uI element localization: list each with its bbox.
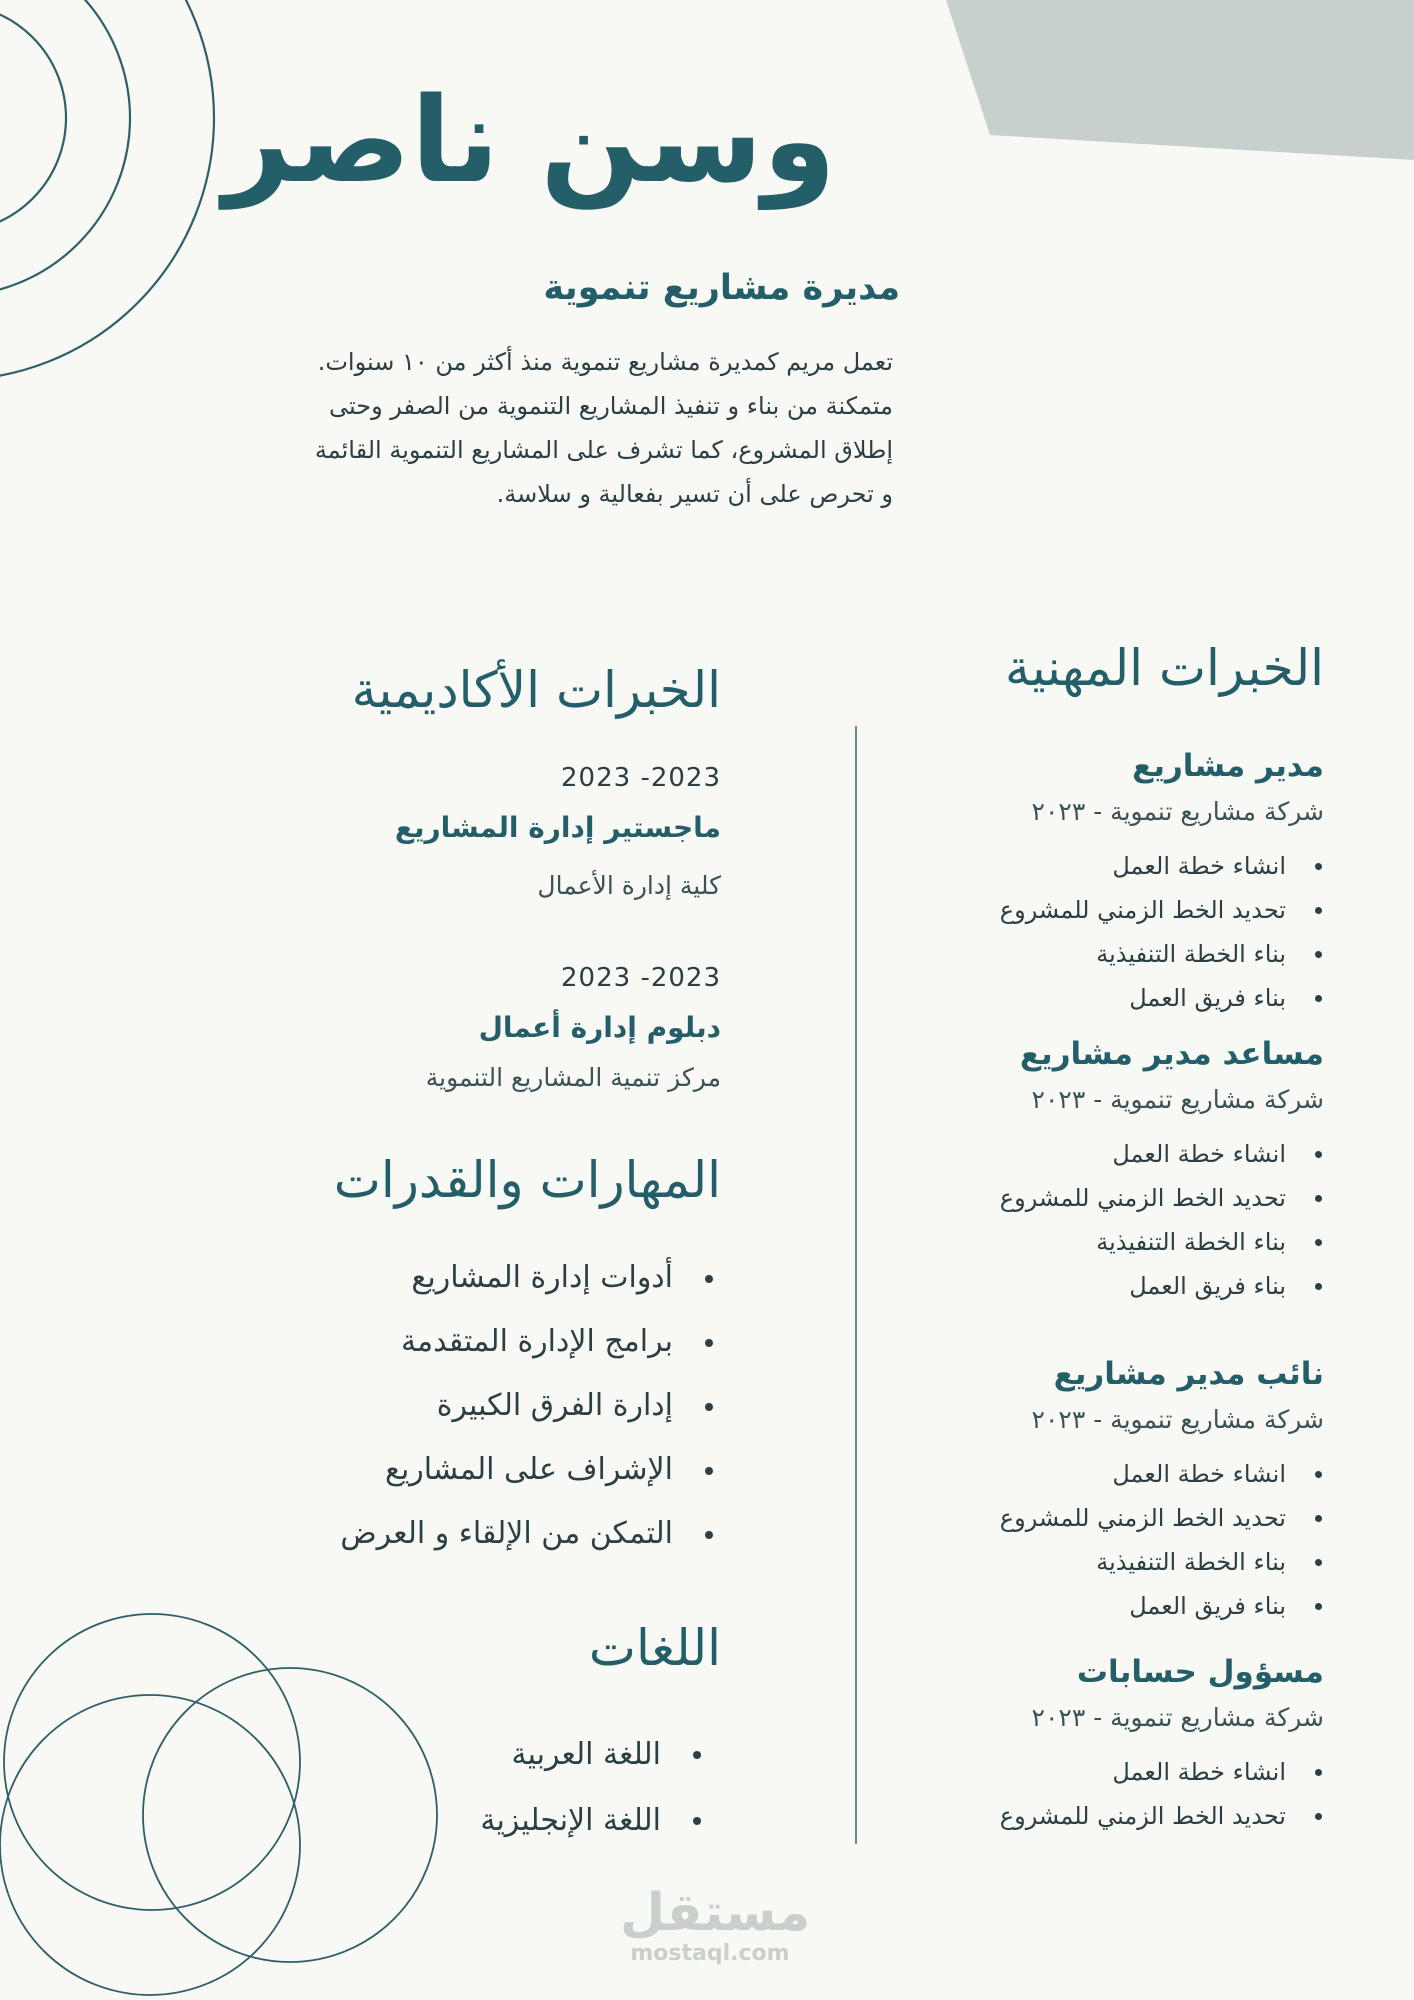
skills-title: المهارات والقدرات [333,1151,721,1209]
education-date: 2023 -2023 [561,763,721,793]
list-item: تحديد الخط الزمني للمشروع [924,1496,1286,1540]
experience-title: الخبرات المهنية [1005,639,1324,697]
education-entry [161,958,721,1100]
arc-inner [0,4,66,232]
education-degree: ماجستير إدارة المشاريع [394,811,721,844]
list-item: الإشراف على المشاريع [161,1438,673,1502]
watermark-url: mostaql.com [630,1941,790,1966]
job-company: شركة مشاريع تنموية - ٢٠٢٣ [1031,1405,1324,1434]
job-entry [924,1650,1324,1838]
summary [253,340,893,516]
summary-line: إطلاق المشروع، كما تشرف على المشاريع التنموية القائمة [314,436,893,464]
corner-shape [946,0,1414,160]
job-company: شركة مشاريع تنموية - ٢٠٢٣ [1031,797,1324,826]
job-tasks [924,1750,1324,1838]
skills-section [161,1150,721,1566]
job-entry [924,1352,1324,1628]
education-school: مركز تنمية المشاريع التنموية [425,1063,721,1092]
list-item: بناء الخطة التنفيذية [924,932,1286,976]
education-school: كلية إدارة الأعمال [537,871,721,900]
list-item: تحديد الخط الزمني للمشروع [924,1176,1286,1220]
left-column [161,660,721,1854]
experience-section [924,638,1324,1838]
list-item: تحديد الخط الزمني للمشروع [924,1794,1286,1838]
languages-title: اللغات [588,1619,721,1677]
job-title: مديرة مشاريع تنموية [543,268,900,308]
list-item: برامج الإدارة المتقدمة [161,1310,673,1374]
job-role: مساعد مدير مشاريع [1019,1036,1324,1072]
languages-list [161,1722,721,1854]
job-role: نائب مدير مشاريع [1053,1356,1324,1392]
list-item: تحديد الخط الزمني للمشروع [924,888,1286,932]
watermark [620,1883,811,1967]
summary-line: متمكنة من بناء و تنفيذ المشاريع التنموية من الصفر وحتى [328,392,893,420]
arc-middle [0,0,130,296]
job-company: شركة مشاريع تنموية - ٢٠٢٣ [1031,1703,1324,1732]
list-item: بناء الخطة التنفيذية [924,1540,1286,1584]
list-item: انشاء خطة العمل [924,1750,1286,1794]
list-item: اللغة الإنجليزية [161,1788,661,1854]
watermark-logo: مستقل [620,1883,811,1943]
job-company: شركة مشاريع تنموية - ٢٠٢٣ [1031,1085,1324,1114]
list-item: بناء فريق العمل [924,976,1286,1020]
list-item: بناء الخطة التنفيذية [924,1220,1286,1264]
job-role: مدير مشاريع [1132,748,1324,784]
list-item: أدوات إدارة المشاريع [161,1246,673,1310]
job-entry [924,744,1324,1020]
job-tasks [924,844,1324,1020]
education-date: 2023 -2023 [561,963,721,993]
summary-line: و تحرص على أن تسير بفعالية و سلاسة. [496,480,893,508]
job-tasks [924,1452,1324,1628]
list-item: التمكن من الإلقاء و العرض [161,1502,673,1566]
list-item: اللغة العربية [161,1722,661,1788]
academic-section [161,660,721,1100]
education-entry [161,758,721,908]
education-degree: دبلوم إدارة أعمال [478,1011,721,1044]
list-item: انشاء خطة العمل [924,1452,1286,1496]
list-item: انشاء خطة العمل [924,1132,1286,1176]
job-role: مسؤول حسابات [1076,1654,1324,1690]
skills-list [161,1246,721,1566]
job-entry [924,1032,1324,1308]
column-divider [855,726,857,1844]
job-tasks [924,1132,1324,1308]
languages-section [161,1618,721,1854]
list-item: إدارة الفرق الكبيرة [161,1374,673,1438]
list-item: انشاء خطة العمل [924,844,1286,888]
summary-line: تعمل مريم كمديرة مشاريع تنموية منذ أكثر من ١٠ سنوات. [317,348,893,376]
list-item: بناء فريق العمل [924,1264,1286,1308]
list-item: بناء فريق العمل [924,1584,1286,1628]
academic-title: الخبرات الأكاديمية [351,661,721,719]
person-name: وسن ناصر [223,71,836,209]
